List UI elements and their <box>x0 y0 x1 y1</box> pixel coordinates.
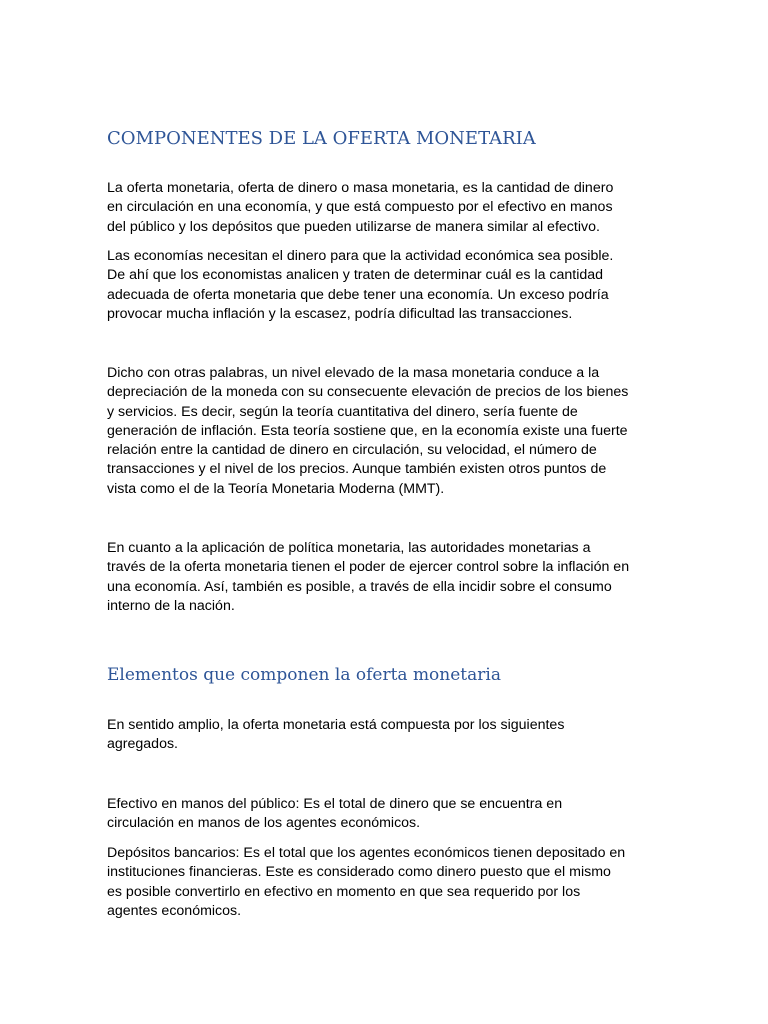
paragraph-cash-in-hands <box>107 795 667 834</box>
text-line: vista como el de la Teoría Monetaria Moderna (MMT). <box>107 480 445 497</box>
text-line: adecuada de oferta monetaria que debe tener una economía. Un exceso podría <box>107 286 609 303</box>
page-title: COMPONENTES DE LA OFERTA MONETARIA <box>107 128 536 149</box>
text-line: relación entre la cantidad de dinero en circulación, su velocidad, el número de <box>107 442 597 459</box>
paragraph-definition <box>107 179 667 237</box>
text-line: agregados. <box>107 736 178 753</box>
text-line: generación de inflación. Esta teoría sostiene que, en la economía existe una fuerte <box>107 422 628 439</box>
text-line: provocar mucha inflación y la escasez, podría dificultad las transacciones. <box>107 305 573 322</box>
text-line: en circulación en una economía, y que está compuesto por el efectivo en manos <box>107 199 613 216</box>
text-line: En cuanto a la aplicación de política monetaria, las autoridades monetarias a <box>107 540 591 556</box>
section-heading: Elementos que componen la oferta monetaria <box>107 665 501 685</box>
text-line: depreciación de la moneda con su consecuente elevación de precios de los bienes <box>107 384 629 401</box>
text-line: De ahí que los economistas analicen y traten de determinar cuál es la cantidad <box>107 267 604 284</box>
text-line: circulación en manos de los agentes económicos. <box>107 815 421 832</box>
text-line: es posible convertirlo en efectivo en momento en que sea requerido por los <box>107 883 581 900</box>
text-line: interno de la nación. <box>107 597 235 614</box>
text-line: instituciones financieras. Este es considerado como dinero puesto que el mismo <box>107 864 611 881</box>
text-line: Efectivo en manos del público: Es el total de dinero que se encuentra en <box>107 796 563 812</box>
paragraph-need-for-money <box>107 247 667 324</box>
text-line: transacciones y el nivel de los precios. Aunque también existen otros puntos de <box>107 461 607 478</box>
paragraph-bank-deposits <box>107 844 667 921</box>
text-line: agentes económicos. <box>107 902 242 919</box>
text-line: y servicios. Es decir, según la teoría cuantitativa del dinero, sería fuente de <box>107 403 578 420</box>
text-line: En sentido amplio, la oferta monetaria está compuesta por los siguientes <box>107 717 565 733</box>
paragraph-aggregates-intro <box>107 716 667 755</box>
text-line: través de la oferta monetaria tienen el poder de ejercer control sobre la inflación en <box>107 559 630 576</box>
text-line: La oferta monetaria, oferta de dinero o masa monetaria, es la cantidad de dinero <box>107 180 614 196</box>
text-line: Las economías necesitan el dinero para que la actividad económica sea posible. <box>107 248 614 264</box>
paragraph-monetary-policy <box>107 539 667 616</box>
text-line: Dicho con otras palabras, un nivel elevado de la masa monetaria conduce a la <box>107 365 600 381</box>
text-line: una economía. Así, también es posible, a través de ella incidir sobre el consumo <box>107 578 612 595</box>
text-line: Depósitos bancarios: Es el total que los agentes económicos tienen depositado en <box>107 845 626 861</box>
text-line: del público y los depósitos que pueden utilizarse de manera similar al efectivo. <box>107 218 600 235</box>
paragraph-inflation-theory <box>107 364 667 499</box>
